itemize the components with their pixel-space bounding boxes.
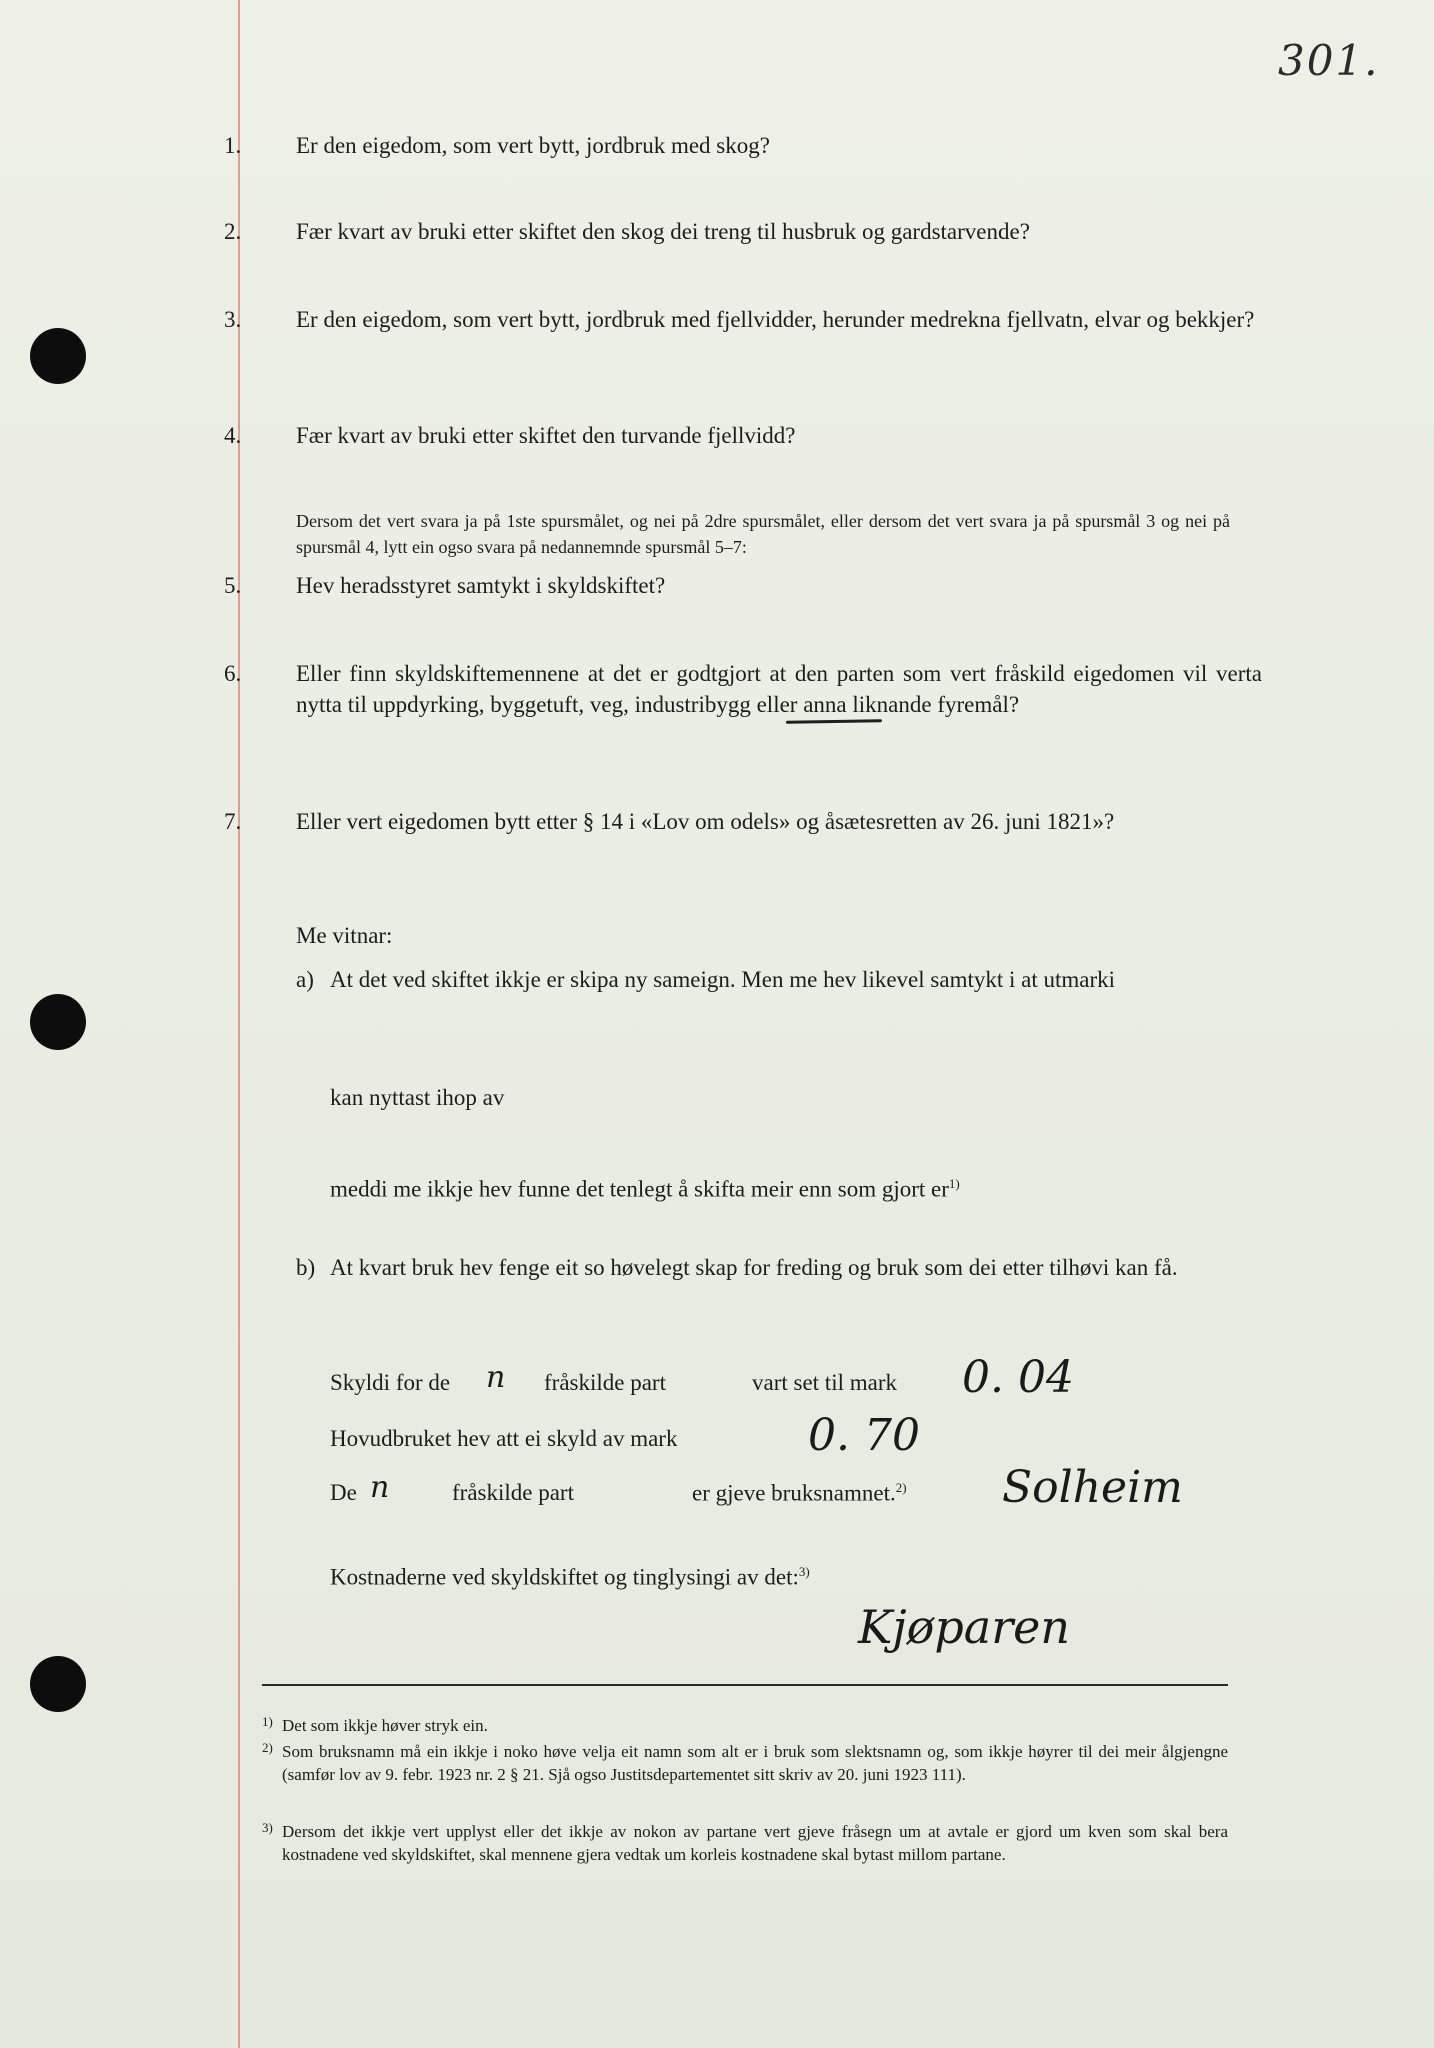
- hovud-value: 0. 70: [808, 1410, 920, 1461]
- footnote-number: 3): [262, 1820, 273, 1835]
- kost-label: [330, 1564, 810, 1591]
- footnote-ref: 1): [948, 1176, 960, 1191]
- skyldi-label-1: Skyldi for de: [330, 1370, 451, 1395]
- punch-hole-top: [30, 328, 86, 384]
- question-text: Fær kvart av bruki etter skiftet den turvande fjellvidd?: [296, 423, 796, 448]
- question-7: [224, 806, 1262, 837]
- testimony-heading: Me vitnar:: [296, 923, 393, 948]
- question-2: [224, 216, 1262, 247]
- footnote-2: [262, 1740, 1228, 1786]
- punch-hole-bottom: [30, 1656, 86, 1712]
- testimony-b-text: At kvart bruk hev fenge eit so høvelegt skap for freding og bruk som dei etter tilhøvi kan få.: [330, 1255, 1178, 1280]
- question-1: [224, 130, 1262, 161]
- skyldi-label-2: fråskilde part: [544, 1370, 666, 1395]
- question-text: Hev heradsstyret samtykt i skyldskiftet?: [296, 573, 666, 598]
- question-number: 4.: [224, 423, 242, 448]
- footnote-text: Det som ikkje høver stryk ein.: [282, 1716, 488, 1735]
- question-5: [224, 570, 1262, 601]
- footnote-number: 1): [262, 1714, 273, 1729]
- de-handwritten-suffix: n: [370, 1470, 390, 1505]
- hovud-label: Hovudbruket hev att ei skyld av mark: [330, 1426, 678, 1451]
- footnote-number: 2): [262, 1740, 273, 1755]
- testimony-a-line2: kan nyttast ihop av: [330, 1085, 505, 1110]
- de-label-1: De: [330, 1480, 357, 1505]
- condition-note: Dersom det vert svara ja på 1ste spursmålet, og nei på 2dre spursmålet, eller dersom det vert svara ja på spursmål 3 og nei på spursmål 4, lytt ein ogso svara på nedannemnde spursmål 5–7:: [296, 511, 1230, 557]
- de-label-3-text: er gjeve bruksnamnet.: [692, 1480, 896, 1506]
- question-4: [224, 420, 1262, 451]
- footnote-text: Som bruksnamn må ein ikkje i noko høve velja eit namn som alt er i bruk som slektsnamn og, som ikkje høyrer til dei meir ålgjengne (samfør lov av 9. febr. 1923 nr. 2 § 21. Sjå ogso Justitsdepartementet sitt skriv av 20. juni 1923 111).: [282, 1742, 1228, 1784]
- footnote-3: [262, 1820, 1228, 1866]
- page-number: 301.: [1278, 36, 1380, 85]
- footnote-ref: 2): [895, 1480, 907, 1495]
- testimony-a-line3-text: meddi me ikkje hev funne det tenlegt å skifta meir enn som gjort er: [330, 1176, 949, 1202]
- testimony-b-label: b): [296, 1255, 316, 1280]
- question-number: 2.: [224, 219, 242, 244]
- testimony-a-line3: [330, 1168, 960, 1205]
- question-number: 6.: [224, 661, 242, 686]
- skyldi-label-3: vart set til mark: [752, 1370, 897, 1395]
- footnote-text: Dersom det ikkje vert upplyst eller det ikkje av nokon av partane vert gjeve fråsegn um at avtale er gjord um kven som skal bera kostnadene ved skyldskiftet, skal mennene gjera vedtak um korleis kostnadene skal bytast millom partane.: [282, 1822, 1228, 1864]
- kost-label-text: Kostnaderne ved skyldskiftet og tinglysingi av det:: [330, 1564, 799, 1590]
- question-number: 5.: [224, 573, 242, 598]
- kost-value: Kjøparen: [858, 1600, 1071, 1654]
- question-text: Eller vert eigedomen bytt etter § 14 i «Lov om odels» og åsætesretten av 26. juni 1821»?: [296, 809, 1115, 834]
- de-label-3: [692, 1480, 907, 1507]
- footnote-ref: 3): [798, 1564, 810, 1579]
- testimony-a-line1: At det ved skiftet ikkje er skipa ny sameign. Men me hev likevel samtykt i at utmarki: [330, 967, 1116, 992]
- question-text: Er den eigedom, som vert bytt, jordbruk med skog?: [296, 133, 770, 158]
- footnote-1: [262, 1714, 1228, 1737]
- question-6: [224, 658, 1262, 720]
- de-label-2: fråskilde part: [452, 1480, 574, 1505]
- question-text: Eller finn skyldskiftemennene at det er godtgjort at den parten som vert fråskild eigedomen vil verta nytta til uppdyrking, byggetuft, veg, industribygg eller anna liknande fyremål?: [296, 661, 1262, 717]
- testimony-a-label: a): [296, 967, 314, 992]
- question-text: Fær kvart av bruki etter skiftet den skog dei treng til husbruk og gardstarvende?: [296, 219, 1030, 244]
- question-number: 3.: [224, 307, 242, 332]
- question-number: 7.: [224, 809, 242, 834]
- skyldi-value: 0. 04: [962, 1352, 1074, 1403]
- footnote-divider: [262, 1684, 1228, 1686]
- question-text: Er den eigedom, som vert bytt, jordbruk med fjellvidder, herunder medrekna fjellvatn, elvar og bekkjer?: [296, 307, 1255, 332]
- handwritten-underline: [786, 719, 882, 724]
- skyldi-handwritten-suffix: n: [486, 1360, 506, 1395]
- question-3: [224, 304, 1262, 335]
- bruksnamn-value: Solheim: [1002, 1462, 1183, 1513]
- punch-hole-middle: [30, 994, 86, 1050]
- question-number: 1.: [224, 133, 242, 158]
